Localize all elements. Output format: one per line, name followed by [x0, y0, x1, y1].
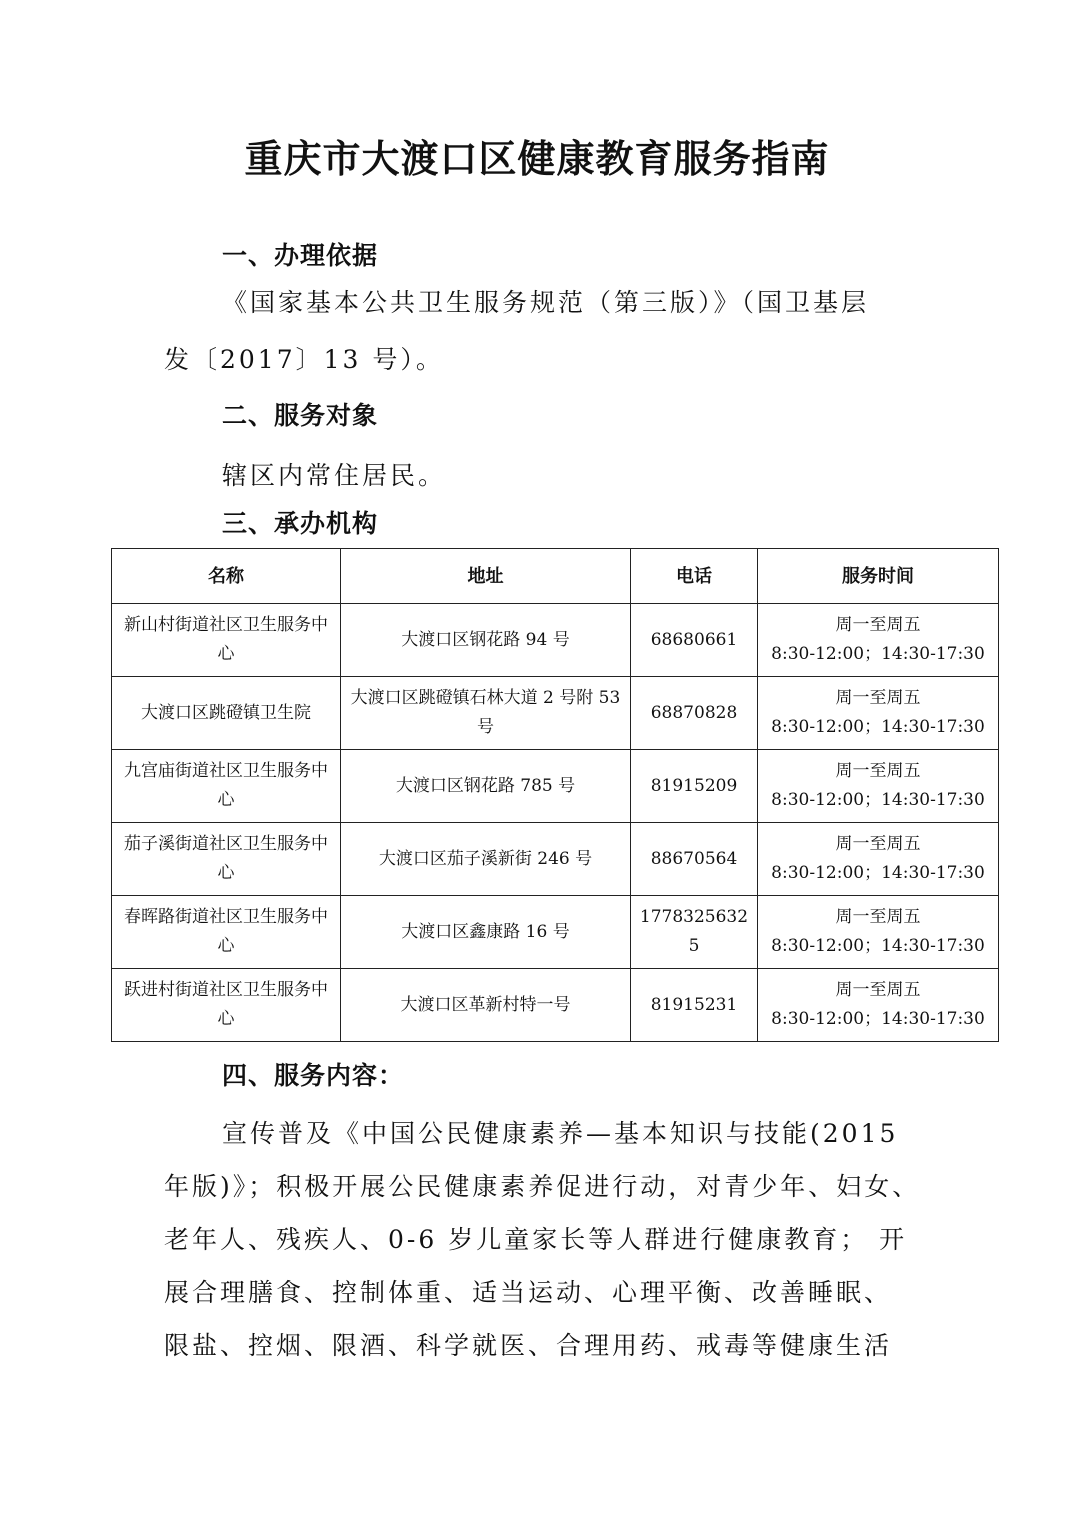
section4-text-line3: 老年人、残疾人、0-6 岁儿童家长等人群进行健康教育； 开 [164, 1225, 908, 1254]
section1-text-line2: 发〔2017〕13 号）。 [164, 345, 444, 374]
table-row [112, 823, 999, 896]
institution-service-time [758, 969, 999, 1042]
header-phone: 电话 [631, 549, 758, 604]
section4-text-line1: 宣传普及《中国公民健康素养—基本知识与技能(2015 [222, 1119, 899, 1148]
service-hours: 8:30-12:00；14:30-17:30 [771, 1009, 985, 1029]
service-hours: 8:30-12:00；14:30-17:30 [771, 863, 985, 883]
institution-address: 大渡口区跳磴镇石林大道 2 号附 53 号 [341, 677, 631, 750]
institution-name: 春晖路街道社区卫生服务中心 [112, 896, 341, 969]
service-hours: 8:30-12:00；14:30-17:30 [771, 790, 985, 810]
institution-name: 大渡口区跳磴镇卫生院 [112, 677, 341, 750]
service-days: 周一至周五 [835, 834, 921, 854]
service-hours: 8:30-12:00；14:30-17:30 [771, 644, 985, 664]
section4-heading: 四、服务内容： [222, 1061, 405, 1090]
institution-service-time [758, 677, 999, 750]
service-days: 周一至周五 [835, 761, 921, 781]
institution-service-time [758, 823, 999, 896]
institution-address: 大渡口区鑫康路 16 号 [341, 896, 631, 969]
institution-service-time [758, 604, 999, 677]
table-row [112, 750, 999, 823]
institution-name: 新山村街道社区卫生服务中心 [112, 604, 341, 677]
institution-phone: 17783256325 [631, 896, 758, 969]
service-hours: 8:30-12:00；14:30-17:30 [771, 717, 985, 737]
institution-name: 九宫庙街道社区卫生服务中心 [112, 750, 341, 823]
section4-text-line2: 年版)》；积极开展公民健康素养促进行动，对青少年、妇女、 [164, 1172, 921, 1201]
institution-name: 跃进村街道社区卫生服务中心 [112, 969, 341, 1042]
header-service-time: 服务时间 [758, 549, 999, 604]
table-row [112, 969, 999, 1042]
service-days: 周一至周五 [835, 980, 921, 1000]
table-row [112, 604, 999, 677]
section1-text-line1: 《国家基本公共卫生服务规范（第三版）》（国卫基层 [222, 288, 870, 317]
institution-address: 大渡口区钢花路 94 号 [341, 604, 631, 677]
service-days: 周一至周五 [835, 615, 921, 635]
institution-service-time [758, 896, 999, 969]
service-hours: 8:30-12:00；14:30-17:30 [771, 936, 985, 956]
service-days: 周一至周五 [835, 688, 921, 708]
institution-phone: 68680661 [631, 604, 758, 677]
table-row [112, 896, 999, 969]
document-title: 重庆市大渡口区健康教育服务指南 [244, 137, 830, 181]
section2-text: 辖区内常住居民。 [222, 461, 447, 490]
table-row [112, 677, 999, 750]
institution-address: 大渡口区茄子溪新街 246 号 [341, 823, 631, 896]
institution-name: 茄子溪街道社区卫生服务中心 [112, 823, 341, 896]
institution-phone: 81915209 [631, 750, 758, 823]
section3-heading: 三、承办机构 [222, 509, 379, 538]
section1-heading: 一、办理依据 [222, 241, 379, 270]
institution-phone: 81915231 [631, 969, 758, 1042]
header-name: 名称 [112, 549, 341, 604]
institution-address: 大渡口区钢花路 785 号 [341, 750, 631, 823]
institution-service-time [758, 750, 999, 823]
institutions-table [111, 548, 999, 1042]
section4-text-line5: 限盐、控烟、限酒、科学就医、合理用药、戒毒等健康生活 [164, 1331, 893, 1360]
institution-phone: 68870828 [631, 677, 758, 750]
institution-address: 大渡口区革新村特一号 [341, 969, 631, 1042]
service-days: 周一至周五 [835, 907, 921, 927]
institution-phone: 88670564 [631, 823, 758, 896]
section2-heading: 二、服务对象 [222, 401, 379, 430]
section4-text-line4: 展合理膳食、控制体重、适当运动、心理平衡、改善睡眠、 [164, 1278, 893, 1307]
table-header-row [112, 549, 999, 604]
header-address: 地址 [341, 549, 631, 604]
